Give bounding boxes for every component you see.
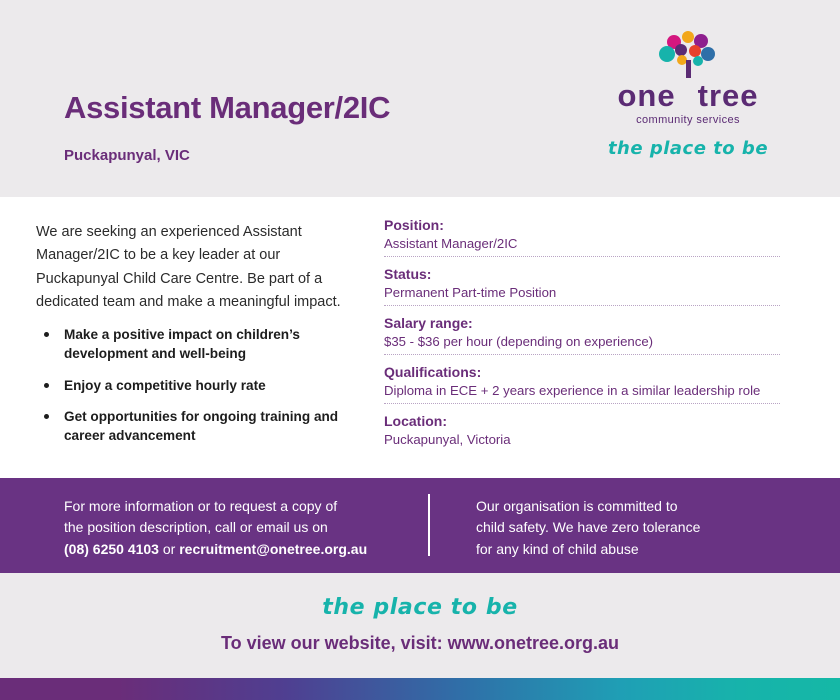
contact-band [0, 478, 840, 573]
logo-tagline: community services [636, 114, 740, 126]
detail-label: Qualifications: [384, 364, 482, 380]
band-divider [428, 494, 430, 556]
logo-wordmark [598, 80, 778, 111]
job-details-column [384, 217, 780, 461]
child-safety-statement [476, 496, 776, 560]
detail-position [384, 217, 780, 257]
website-link[interactable]: To view our website, visit: www.onetree.org.au [220, 633, 620, 653]
detail-status [384, 266, 780, 306]
safety-line-1: Our organisation is committed to [476, 498, 678, 514]
detail-salary-range [384, 315, 780, 355]
list-item: Get opportunities for ongoing training and career advancement [36, 407, 361, 446]
list-item: Enjoy a competitive hourly rate [36, 376, 361, 395]
email-link[interactable]: recruitment@onetree.org.au [179, 540, 368, 557]
detail-value: Diploma in ECE + 2 years experience in a similar leadership role [384, 383, 761, 398]
detail-label: Status: [384, 266, 432, 282]
tree-logo-icon [628, 30, 748, 78]
detail-label: Location: [384, 413, 447, 429]
detail-label: Position: [384, 217, 444, 233]
logo-word-one: one [617, 78, 676, 113]
page-subtitle: Puckapunyal, VIC [64, 147, 190, 164]
safety-line-2: child safety. We have zero tolerance [476, 519, 701, 536]
poster-footer [0, 573, 840, 700]
job-highlights-list [36, 325, 361, 445]
list-item: Make a positive impact on children’s development and well-being [36, 325, 361, 364]
detail-label: Salary range: [384, 315, 473, 331]
contact-line-2: the position description, call or email us on [64, 519, 328, 536]
contact-details-line [64, 539, 414, 560]
detail-value: Assistant Manager/2IC [384, 236, 518, 251]
safety-line-3: for any kind of child abuse [476, 540, 639, 557]
contact-info [64, 496, 414, 560]
detail-qualifications [384, 364, 780, 404]
logo-word-tree: tree [697, 78, 759, 113]
logo-script-tagline: the place to be [607, 138, 769, 159]
contact-line-1: For more information or to request a copy of [64, 498, 338, 514]
job-description-column [36, 221, 361, 457]
detail-value: $35 - $36 per hour (depending on experience) [384, 334, 654, 349]
page-title: Assistant Manager/2IC [64, 90, 391, 125]
poster-body [0, 197, 840, 478]
phone-number[interactable]: (08) 6250 4103 [64, 540, 159, 557]
footer-gradient-bar [0, 678, 840, 700]
poster-header [0, 0, 840, 197]
detail-value: Permanent Part-time Position [384, 285, 557, 300]
footer-script-tagline: the place to be [322, 595, 518, 620]
job-intro-text: We are seeking an experienced Assistant Manager/2IC to be a key leader at our Puckapunyal Child Care Centre. Be part of a dedicated team and make a meaningful impact. [36, 224, 341, 311]
detail-location [384, 413, 780, 452]
brand-logo [598, 30, 778, 159]
contact-conjunction: or [158, 540, 180, 557]
detail-value: Puckapunyal, Victoria [384, 432, 511, 447]
